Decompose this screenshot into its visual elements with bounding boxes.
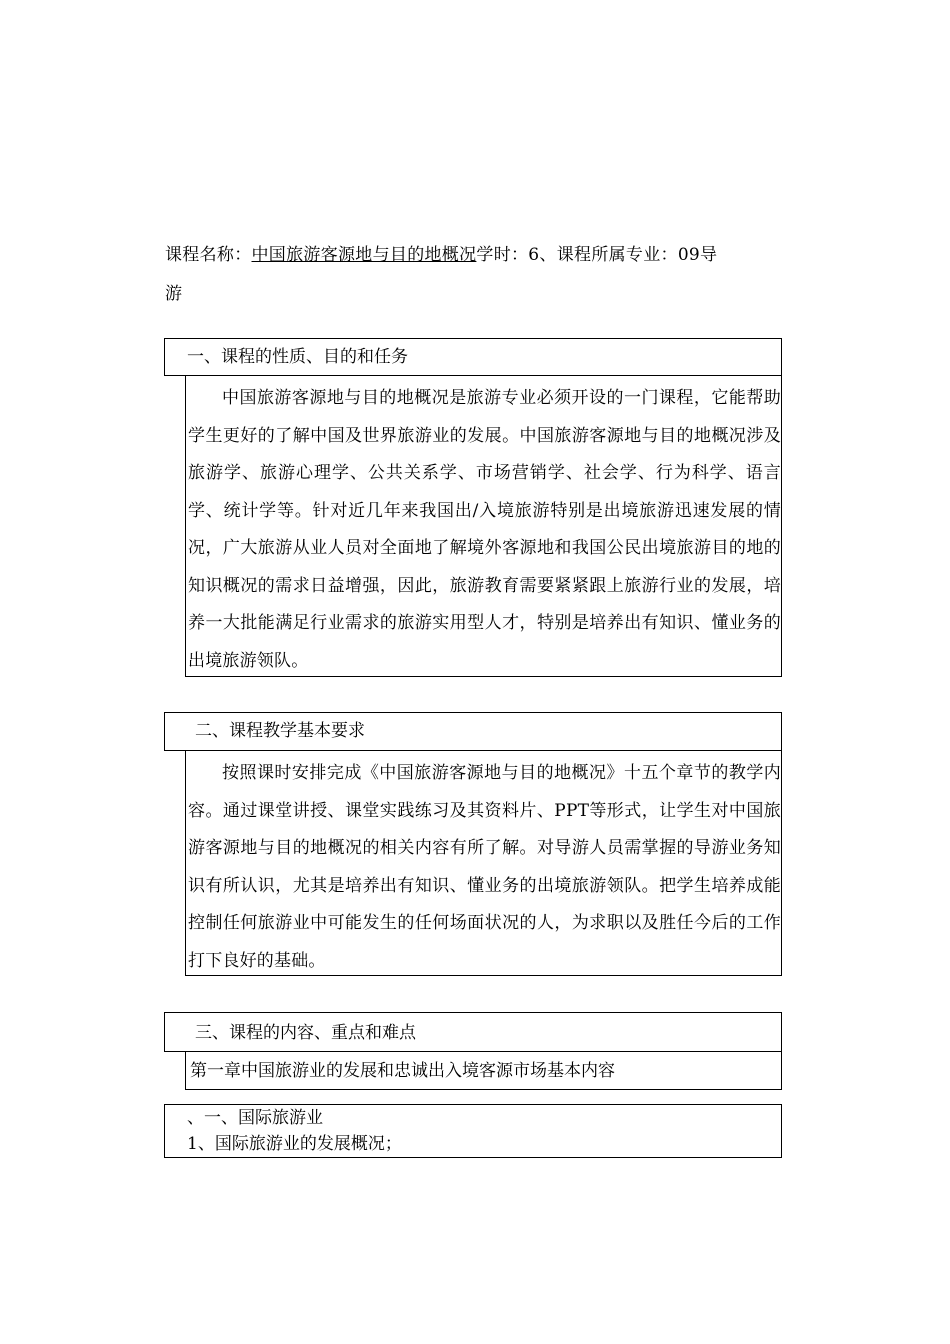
course-meta-continued: 游: [165, 284, 183, 304]
list-item: 、一、国际旅游业: [187, 1108, 323, 1128]
section-2-body: 按照课时安排完成《中国旅游客源地与目的地概况》十五个章节的教学内容。通过课堂讲授、课堂实践练习及其资料片、PPT等形式，让学生对中国旅游客源地与目的地概况的相关内容有所了解。对导游人员需掌握的导游业务知识有所认识，尤其是培养出有知识、懂业务的出境旅游领队。把学生培养成能控制任何旅游业中可能发生的任何场面状况的人，为求职以及胜任今后的工作打下良好的基础。: [188, 763, 781, 971]
chapter-content-box: [164, 1104, 782, 1158]
course-meta: 学时：6、课程所属专业：09导: [476, 245, 718, 265]
course-name-label: 课程名称：: [165, 245, 252, 265]
list-item: 1、国际旅游业的发展概况；: [187, 1134, 402, 1154]
chapter-box: [185, 1051, 782, 1090]
section-1-title: 一、课程的性质、目的和任务: [187, 347, 408, 367]
section-2-title: 二、课程教学基本要求: [195, 721, 365, 741]
section-2-body-box: [185, 750, 782, 976]
section-3-title: 三、课程的内容、重点和难点: [195, 1023, 416, 1043]
course-header: [165, 236, 785, 314]
section-1-body: 中国旅游客源地与目的地概况是旅游专业必须开设的一门课程，它能帮助学生更好的了解中国及世界旅游业的发展。中国旅游客源地与目的地概况涉及旅游学、旅游心理学、公共关系学、市场营销学、社会学、行为科学、语言学、统计学等。针对近几年来我国出/入境旅游特别是出境旅游迅速发展的情况，广大旅游从业人员对全面地了解境外客源地和我国公民出境旅游目的地的知识概况的需求日益增强，因此，旅游教育需要紧紧跟上旅游行业的发展，培养一大批能满足行业需求的旅游实用型人才，特别是培养出有知识、懂业务的出境旅游领队。: [188, 388, 781, 671]
section-1-body-box: [185, 375, 782, 677]
section-3-title-box: [164, 1012, 782, 1052]
course-name: 中国旅游客源地与目的地概况: [251, 245, 477, 265]
chapter-title: 第一章中国旅游业的发展和忠诚出入境客源市场基本内容: [190, 1061, 615, 1081]
section-1-title-box: [164, 338, 782, 376]
section-2-title-box: [164, 712, 782, 751]
